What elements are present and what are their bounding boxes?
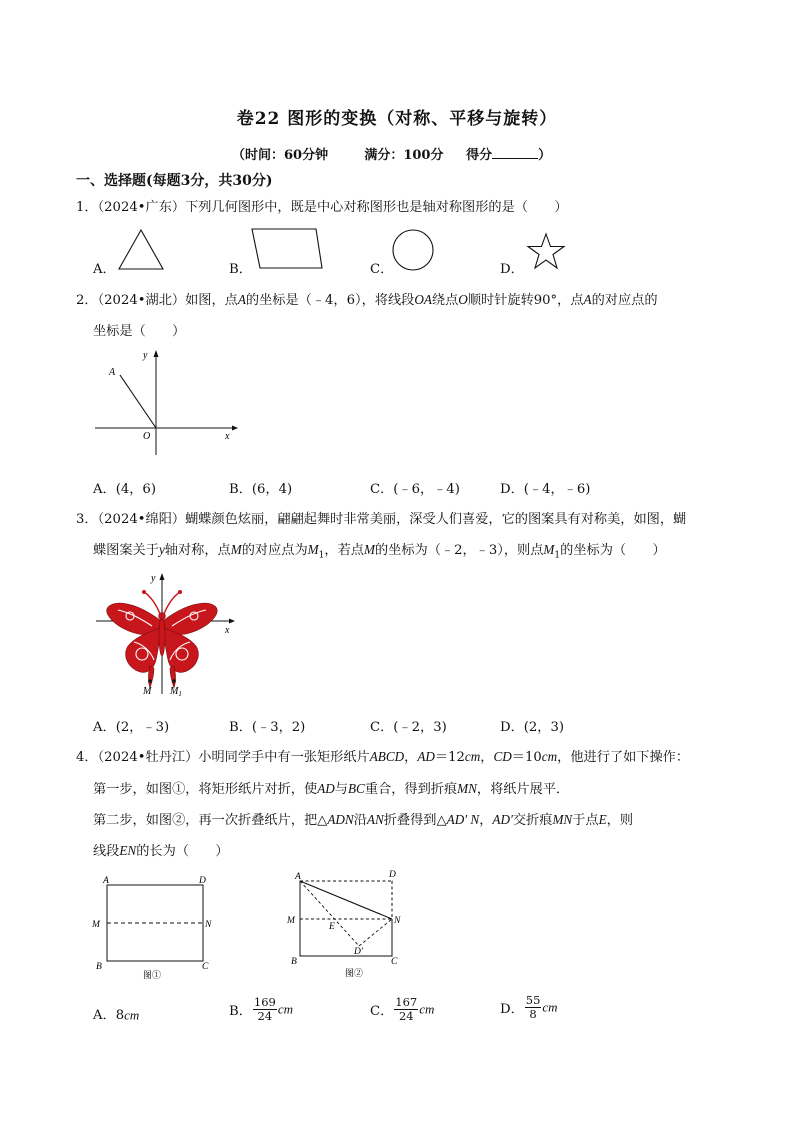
fraction-numerator: 169	[253, 995, 276, 1009]
q4-text: 与	[334, 782, 348, 797]
option-unit: cm	[277, 1001, 294, 1017]
section-title: 一、选择题(每题3分，共30分)	[76, 173, 273, 189]
q4-option-c[interactable]	[370, 996, 434, 1023]
q4-text: ＝10	[511, 750, 542, 765]
butterfly-figure	[94, 570, 239, 700]
q4-text: ，	[480, 750, 494, 765]
q4-stem-line1	[76, 746, 689, 765]
q4-text: ＝12	[434, 750, 465, 765]
q4-var: CD	[493, 749, 512, 764]
time-info: （时间：60分钟	[232, 148, 329, 163]
point-a-label: A	[109, 367, 116, 378]
q4-var: AD′	[492, 812, 513, 827]
q3-var: M	[543, 542, 555, 557]
triangle-shape	[116, 226, 166, 272]
fig1-label-a: A	[103, 876, 109, 886]
q1-option-a[interactable]: A．	[93, 262, 116, 277]
q4-text: 线段	[93, 844, 120, 859]
q3-option-a[interactable]: A．(2，﹣3)	[93, 720, 170, 735]
fig2-label-n: N	[394, 916, 401, 926]
fraction	[394, 996, 418, 1023]
q2-text: 绕点	[431, 293, 459, 308]
fraction-denominator: 24	[257, 1009, 273, 1023]
star-shape	[526, 232, 566, 272]
q4-stem-line4	[93, 840, 229, 859]
fig2-label-a: A	[295, 872, 301, 882]
q4-text: ，则	[606, 813, 634, 828]
q2-stem-line1	[76, 289, 658, 308]
q2-option-a[interactable]: A．(4，6)	[93, 482, 156, 497]
q4-text: 第一步，如图①，将矩形纸片对折，使	[93, 782, 318, 797]
option-value: 8	[115, 1008, 125, 1023]
q2-text: 的对应点的	[591, 293, 658, 308]
option-label: D．	[500, 1002, 524, 1017]
q4-var: ABCD	[369, 749, 405, 764]
q4-var: MN	[457, 781, 477, 796]
q4-text: 第二步，如图②，再一次折叠纸片，把△	[93, 813, 328, 828]
q4-text: 沿	[353, 813, 367, 828]
q1-stem: 1．（2024•广东）下列几何图形中，既是中心对称图形也是轴对称图形的是（ ）	[76, 200, 568, 215]
q3-text: ，若点	[324, 543, 364, 558]
q3-var: y	[158, 542, 165, 557]
q4-text: 的长为（ ）	[136, 844, 229, 859]
x-axis-label: x	[225, 431, 230, 442]
fig1-label-n: N	[205, 920, 212, 930]
fig1-label-m: M	[92, 920, 100, 930]
option-unit: cm	[124, 1007, 140, 1023]
q2-var: A	[237, 292, 246, 307]
option-unit: cm	[419, 1001, 435, 1017]
x-axis-label: x	[225, 625, 230, 636]
q4-text: 交折痕	[512, 813, 553, 828]
q4-stem-line3	[93, 809, 633, 828]
q4-stem-line2	[93, 778, 569, 797]
page-title: 卷22 图形的变换（对称、平移与旋转）	[236, 109, 558, 129]
fig1-label-d: D	[199, 876, 206, 886]
q2-option-b[interactable]: B．(6，4)	[229, 482, 293, 497]
fraction	[253, 996, 277, 1023]
fig2-label-c: C	[391, 957, 398, 967]
q2-option-d[interactable]: D．(﹣4，﹣6)	[500, 482, 591, 497]
fig2-label-d-prime: D′	[354, 947, 363, 957]
q3-option-c[interactable]: C．(﹣2，3)	[370, 720, 447, 735]
fraction-numerator: 167	[395, 995, 418, 1009]
point-m1-label	[169, 686, 182, 698]
q3-stem-line1: 3．（2024•绵阳）蝴蝶颜色炫丽，翩翩起舞时非常美丽，深受人们喜爱，它的图案具有对称美，如图，蝴	[76, 512, 687, 527]
q3-sub: 1	[318, 550, 325, 561]
q4-var: AN	[366, 812, 384, 827]
q4-text: ，将纸片展平．	[476, 782, 570, 797]
got-end: ）	[538, 148, 552, 163]
q4-option-a[interactable]	[93, 1004, 139, 1024]
q4-figure-1	[88, 872, 218, 984]
q4-text: 于点	[572, 813, 599, 828]
q4-var: BC	[347, 781, 365, 796]
q3-text: 的对应点为	[241, 543, 308, 558]
q3-sub: 1	[554, 550, 561, 561]
q4-var: MN	[552, 812, 573, 827]
q4-var: AD′ N	[446, 812, 480, 827]
point-m1-letter: M	[170, 686, 179, 697]
fraction	[525, 994, 542, 1021]
fraction-denominator: 24	[398, 1009, 414, 1023]
q4-option-b[interactable]	[229, 996, 293, 1023]
q3-stem-line2	[93, 539, 666, 561]
point-m1-sub: 1	[178, 690, 182, 698]
q4-var: AD	[317, 781, 335, 796]
fig2-caption: 图②	[345, 968, 364, 978]
got-label: 得分	[466, 148, 493, 163]
q4-text: ，他进行了如下操作：	[557, 750, 690, 765]
q2-var: A	[583, 292, 592, 307]
q4-figure-2	[285, 866, 410, 982]
q4-var: ADN	[327, 812, 354, 827]
fraction-numerator: 55	[525, 993, 541, 1007]
q4-text: ，	[404, 750, 418, 765]
q2-coordinate-figure	[92, 345, 242, 460]
option-label: C．	[370, 1004, 394, 1019]
q4-var: EN	[119, 843, 137, 858]
q3-text: 的坐标为（﹣2，﹣3），则点	[374, 543, 544, 558]
q3-text: 的坐标为（ ）	[560, 543, 666, 558]
fig1-label-b: B	[96, 962, 102, 972]
q1-option-b[interactable]: B．	[229, 262, 252, 277]
q3-text: 蝶图案关于	[93, 543, 159, 558]
q2-var: O	[458, 292, 468, 307]
y-axis-label: y	[151, 573, 156, 584]
q2-text: 2．（2024•湖北）如图，点	[76, 293, 238, 308]
q1-option-d[interactable]: D．	[500, 262, 524, 277]
q4-text: 折叠得到△	[383, 813, 447, 828]
q4-var: cm	[541, 749, 558, 764]
origin-label: O	[143, 431, 151, 442]
q2-stem-line2: 坐标是（ ）	[93, 324, 186, 339]
q3-var: M	[230, 542, 242, 557]
fig1-label-c: C	[202, 962, 209, 972]
point-m-label: M	[143, 686, 152, 697]
q4-var: AD	[417, 749, 435, 764]
q4-text: 4．（2024•牡丹江）小明同学手中有一张矩形纸片	[76, 750, 370, 765]
q4-var: E	[598, 812, 607, 827]
q3-var: M	[307, 542, 319, 557]
q3-option-d[interactable]: D．(2，3)	[500, 720, 565, 735]
option-label: A．	[93, 1008, 116, 1023]
fig2-label-e: E	[329, 922, 335, 932]
q3-text: 轴对称，点	[164, 543, 231, 558]
q4-text: 重合，得到折痕	[364, 782, 458, 797]
q2-var: OA	[414, 292, 432, 307]
y-axis-label: y	[143, 350, 148, 361]
fig2-label-d: D	[389, 870, 396, 880]
exam-info	[232, 144, 551, 163]
q2-option-c[interactable]: C．(﹣6，﹣4)	[370, 482, 460, 497]
fig1-caption: 图①	[143, 970, 162, 980]
q4-text: ，	[479, 813, 493, 828]
q1-option-c[interactable]: C．	[370, 262, 394, 277]
q4-var: cm	[464, 749, 481, 764]
fig2-label-m: M	[287, 916, 295, 926]
q3-var: M	[363, 542, 375, 557]
score-info: 满分：100分	[364, 148, 444, 163]
q2-text: 顺时针旋转90°，点	[467, 293, 584, 308]
circle-shape	[389, 228, 437, 274]
parallelogram-shape	[248, 225, 324, 271]
option-unit: cm	[542, 999, 558, 1015]
fraction-denominator: 8	[529, 1007, 537, 1021]
q4-option-d[interactable]	[500, 994, 558, 1021]
q2-text: 的坐标是（﹣4，6），将线段	[245, 293, 415, 308]
score-blank	[492, 146, 538, 159]
fig2-label-b: B	[291, 957, 297, 967]
option-label: B．	[229, 1004, 252, 1019]
q3-option-b[interactable]: B．(﹣3，2)	[229, 720, 306, 735]
